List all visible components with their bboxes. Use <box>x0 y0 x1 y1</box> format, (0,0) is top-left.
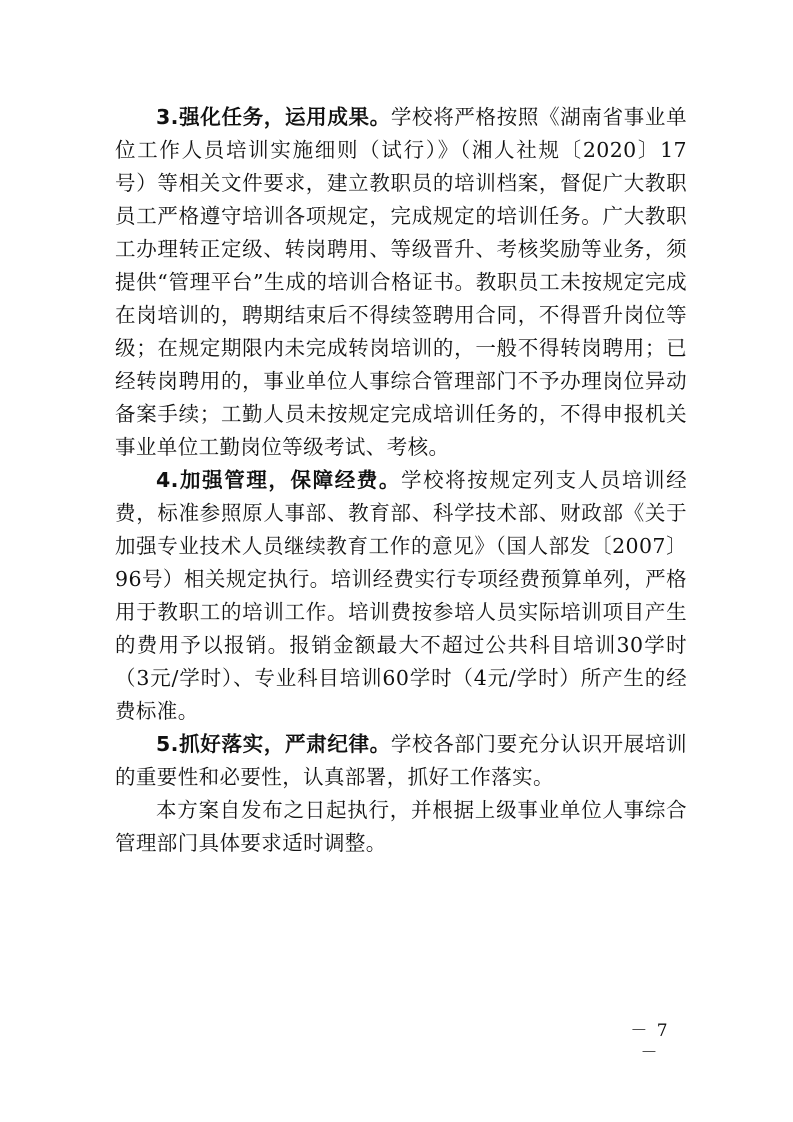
page-number: － 7 － <box>630 1021 670 1063</box>
paragraph-funding <box>115 464 687 728</box>
paragraph-body: 本方案自发布之日起执行，并根据上级事业单位人事综合管理部门具体要求适时调整。 <box>115 798 687 855</box>
document-page <box>115 101 687 860</box>
paragraph-body: 学校将严格按照《湖南省事业单位工作人员培训实施细则（试行）》（湘人社规〔2020〕17号）等相关文件要求，建立教职员的培训档案，督促广大教职员工严格遵守培训各项规定，完成规定的培训任务。广大教职工办理转正定级、转岗聘用、等级晋升、考核奖励等业务，须提供“管理平台”生成的培训合格证书。教职员工未按规定完成在岗培训的，聘期结束后不得续签聘用合同，不得晋升岗位等级；在规定期限内未完成转岗培训的，一般不得转岗聘用；已经转岗聘用的，事业单位人事综合管理部门不予办理岗位异动备案手续；工勤人员未按规定完成培训任务的，不得申报机关事业单位工勤岗位等级考试、考核。 <box>115 105 687 459</box>
paragraph-heading: 3.强化任务，运用成果。 <box>156 105 391 129</box>
paragraph-heading: 4.加强管理，保障经费。 <box>156 468 401 492</box>
paragraph-body: 学校各部门要充分认识开展培训的重要性和必要性，认真部署，抓好工作落实。 <box>115 732 687 789</box>
paragraph-heading: 5.抓好落实，严肃纪律。 <box>156 732 391 756</box>
paragraph-effective-date <box>115 794 687 860</box>
paragraph-discipline <box>115 728 687 794</box>
paragraph-body: 学校将按规定列支人员培训经费，标准参照原人事部、教育部、科学技术部、财政部《关于加强专业技术人员继续教育工作的意见》（国人部发〔2007〕96号）相关规定执行。培训经费实行专项经费预算单列，严格用于教职工的培训工作。培训费按参培人员实际培训项目产生的费用予以报销。报销金额最大不超过公共科目培训30学时（3元/学时）、专业科目培训60学时（4元/学时）所产生的经费标准。 <box>115 468 687 723</box>
paragraph-strengthen-tasks <box>115 101 687 464</box>
